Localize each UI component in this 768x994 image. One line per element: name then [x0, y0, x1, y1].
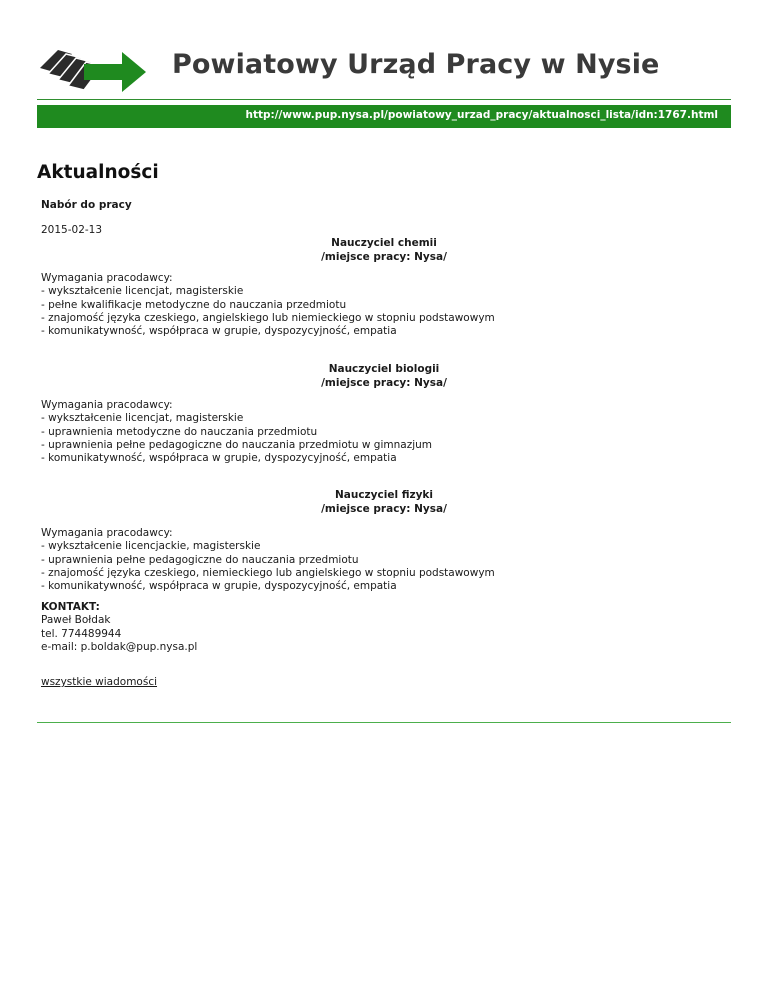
site-brand-name: Powiatowy Urząd Pracy w Nysie — [172, 49, 660, 80]
job-requirements-chemistry — [41, 272, 721, 338]
url-bar — [37, 105, 731, 128]
job-location: /miejsce pracy: Nysa/ — [321, 503, 447, 515]
requirements-heading: Wymagania pracodawcy: — [41, 527, 173, 539]
requirement-item: - znajomość języka czeskiego, niemieckiego lub angielskiego w stopniu podstawowym — [41, 566, 495, 579]
job-requirements-biology — [41, 399, 721, 465]
job-title: Nauczyciel fizyki — [334, 489, 434, 501]
job-title: Nauczyciel biologii — [328, 363, 440, 375]
job-header-chemistry — [0, 236, 768, 264]
requirement-item: - komunikatywność, współpraca w grupie, dyspozycyjność, empatia — [41, 452, 397, 465]
job-header-biology — [0, 362, 768, 390]
site-header — [38, 38, 732, 100]
requirements-heading: Wymagania pracodawcy: — [41, 272, 173, 284]
job-location: /miejsce pracy: Nysa/ — [321, 377, 447, 389]
page-url: http://www.pup.nysa.pl/powiatowy_urzad_pracy/aktualnosci_lista/idn:1767.html — [245, 109, 718, 121]
footer-divider — [37, 722, 731, 723]
requirement-item: - komunikatywność, współpraca w grupie, dyspozycyjność, empatia — [41, 325, 397, 338]
contact-label: KONTAKT: — [41, 601, 100, 613]
requirement-item: - pełne kwalifikacje metodyczne do nauczania przedmiotu — [41, 298, 347, 311]
job-title: Nauczyciel chemii — [331, 237, 437, 249]
requirement-item: - uprawnienia metodyczne do nauczania przedmiotu — [41, 425, 318, 438]
header-divider — [37, 99, 731, 100]
requirement-item: - znajomość języka czeskiego, angielskiego lub niemieckiego w stopniu podstawowym — [41, 311, 495, 324]
publish-date: 2015-02-13 — [41, 224, 103, 236]
contact-email: e-mail: p.boldak@pup.nysa.pl — [41, 640, 198, 653]
requirements-heading: Wymagania pracodawcy: — [41, 399, 173, 411]
requirement-item: - komunikatywność, współpraca w grupie, dyspozycyjność, empatia — [41, 580, 397, 593]
requirement-item: - wykształcenie licencjat, magisterskie — [41, 412, 244, 425]
requirement-item: - wykształcenie licencjat, magisterskie — [41, 285, 244, 298]
job-location: /miejsce pracy: Nysa/ — [321, 251, 447, 263]
requirement-item: - wykształcenie licencjackie, magisterskie — [41, 540, 261, 553]
contact-phone: tel. 774489944 — [41, 627, 122, 640]
page-title: Aktualności — [37, 162, 159, 183]
contact-name: Paweł Bołdak — [41, 614, 111, 627]
requirement-item: - uprawnienia pełne pedagogiczne do nauczania przedmiotu w gimnazjum — [41, 438, 433, 451]
folders-arrow-logo-icon — [38, 44, 148, 92]
all-news-link[interactable]: wszystkie wiadomości — [41, 676, 158, 688]
requirement-item: - uprawnienia pełne pedagogiczne do nauczania przedmiotu — [41, 553, 359, 566]
job-header-physics — [0, 488, 768, 516]
job-requirements-physics — [41, 527, 721, 593]
contact-block — [41, 601, 197, 654]
news-category: Nabór do pracy — [41, 199, 132, 211]
